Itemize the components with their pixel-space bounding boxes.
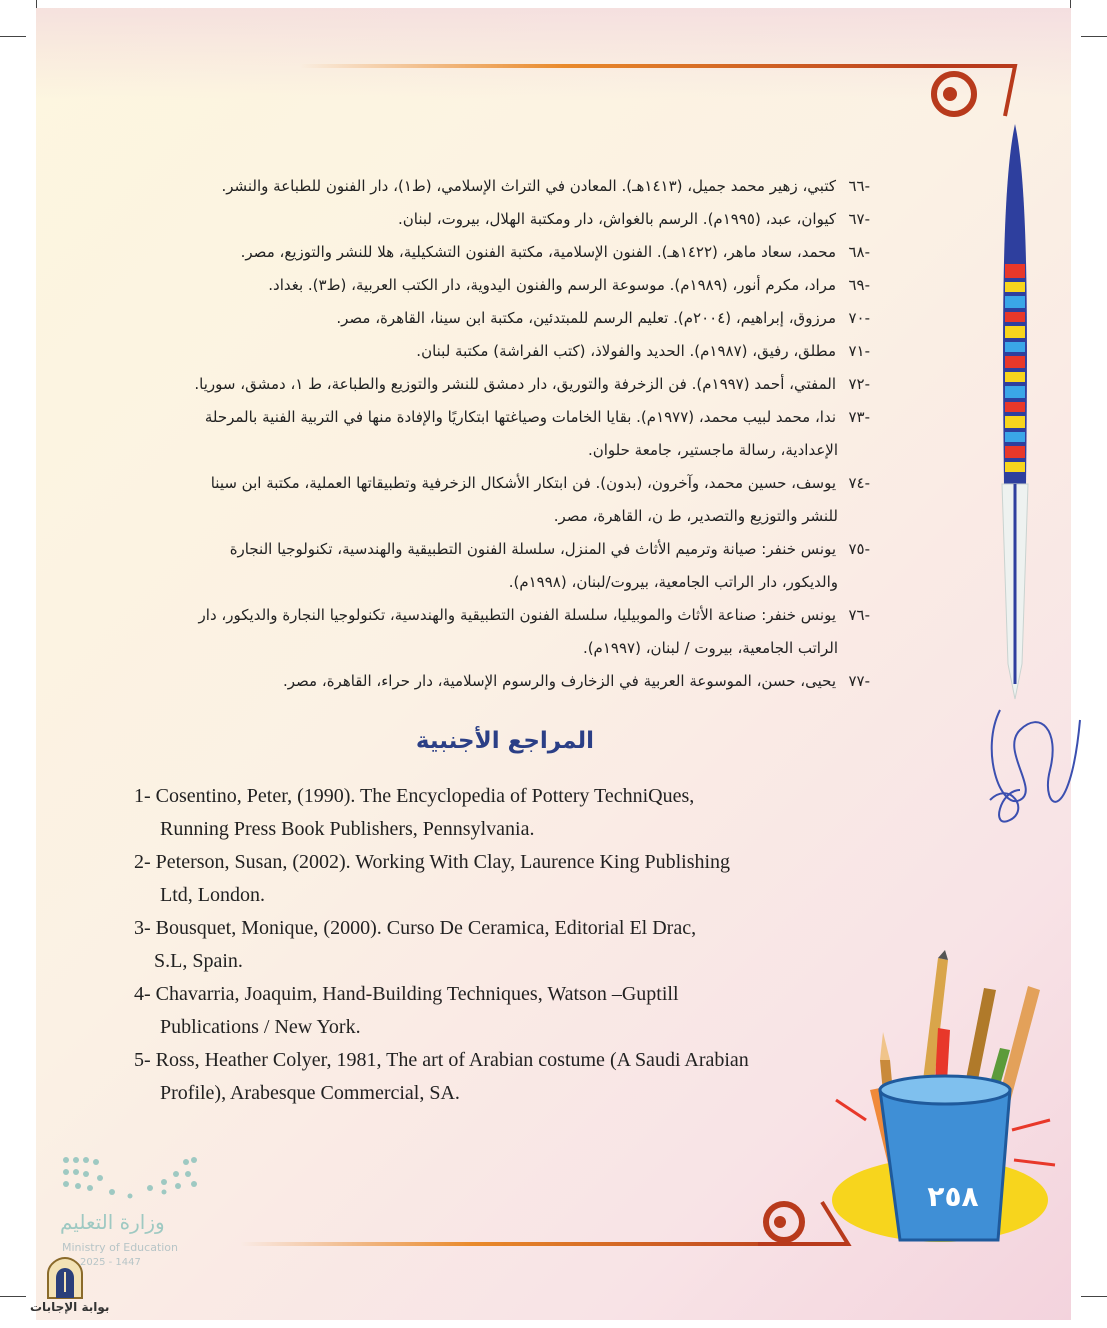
reference-number: -٧٤ — [848, 474, 870, 492]
reference-item — [130, 533, 870, 599]
reference-text: يونس خنفر: صناعة الأثاث والموبيليا، سلسلة الفنون التطبيقية والهندسية، تكنولوجيا النجارة والديكور، دار — [198, 606, 836, 624]
reference-item — [130, 302, 870, 335]
reference-text: مطلق، رفيق، (١٩٨٧م). الحديد والفولاذ، (كتب الفراشة) مكتبة لبنان. — [416, 342, 836, 360]
reference-item — [130, 236, 870, 269]
reference-text: كتبي، زهير محمد جميل، (١٤١٣هـ). المعادن في التراث الإسلامي، (ط١)، دار الفنون للطباعة والنشر. — [221, 177, 836, 195]
reference-text-continued: الراتب الجامعية، بيروت / لبنان، (١٩٩٧م). — [582, 639, 838, 657]
reference-text-continued: S.L, Spain. — [154, 950, 243, 972]
crop-mark — [0, 1296, 26, 1297]
foreign-references-title: المراجع الأجنبية — [415, 728, 595, 754]
crop-mark — [1081, 36, 1107, 37]
reference-text: 5- Ross, Heather Colyer, 1981, The art of Arabian costume (A Saudi Arabian — [134, 1049, 749, 1071]
reference-text-continued: للنشر والتوزيع والتصدير، ط ن، القاهرة، مصر. — [553, 507, 838, 525]
reference-number: -٦٨ — [848, 243, 870, 261]
reference-text: 4- Chavarria, Joaquim, Hand-Building Techniques, Watson –Guptill — [134, 983, 679, 1005]
reference-text-continued: Profile), Arabesque Commercial, SA. — [160, 1082, 460, 1104]
reference-item — [130, 665, 870, 698]
ministry-year: 2025 - 1447 — [80, 1257, 141, 1268]
watermark-text: بوابة الإجابات — [30, 1300, 110, 1314]
watermark-logo-icon — [44, 1256, 86, 1300]
ministry-logo-dots — [60, 1152, 200, 1202]
crop-mark — [1081, 1296, 1107, 1297]
reference-text: يحيى، حسن، الموسوعة العربية في الزخارف والرسوم الإسلامية، دار حراء، القاهرة، مصر. — [283, 672, 836, 690]
reference-text-continued: Running Press Book Publishers, Pennsylvania. — [160, 818, 535, 840]
reference-text: 2- Peterson, Susan, (2002). Working With Clay, Laurence King Publishing — [134, 851, 731, 873]
reference-text: 3- Bousquet, Monique, (2000). Curso De Ceramica, Editorial El Drac, — [134, 917, 697, 939]
pen-squiggle-doodle — [980, 690, 1090, 870]
reference-number: -٧٦ — [848, 606, 870, 624]
reference-text-continued: والديكور، دار الراتب الجامعية، بيروت/لبنان، (١٩٩٨م). — [508, 573, 838, 591]
reference-item — [130, 170, 870, 203]
reference-number: -٧٥ — [848, 540, 870, 558]
decorative-top-band — [36, 8, 1071, 98]
ministry-arabic-name: وزارة التعليم — [60, 1210, 165, 1234]
reference-text: مرزوق، إبراهيم، (٢٠٠٤م). تعليم الرسم للمبتدئين، مكتبة ابن سينا، القاهرة، مصر. — [336, 309, 836, 327]
reference-item — [130, 401, 870, 467]
reference-number: -٧٢ — [848, 375, 870, 393]
arabic-references-list — [130, 170, 870, 698]
reference-item — [130, 467, 870, 533]
reference-item — [134, 846, 834, 912]
reference-item — [134, 780, 834, 846]
reference-text: ندا، محمد لبيب محمد، (١٩٧٧م). بقايا الخامات وصياغتها ابتكاريًا والإفادة منها في التربية الفنية بالمرحلة — [204, 408, 836, 426]
reference-number: -٦٦ — [848, 177, 870, 195]
pencil-cup-illustration — [800, 950, 1060, 1260]
reference-number: -٧٣ — [848, 408, 870, 426]
reference-number: -٧١ — [848, 342, 870, 360]
reference-item — [134, 912, 834, 978]
reference-item — [130, 335, 870, 368]
reference-number: -٧٧ — [848, 672, 870, 690]
crop-mark — [0, 36, 26, 37]
reference-item — [134, 978, 834, 1044]
ministry-english-name: Ministry of Education — [62, 1241, 179, 1254]
reference-number: -٦٩ — [848, 276, 870, 294]
reference-text-continued: Ltd, London. — [160, 884, 265, 906]
page-number: ٢٥٨ — [927, 1180, 979, 1213]
reference-text: يوسف، حسين محمد، وآخرون، (بدون). فن ابتكار الأشكال الزخرفية وتطبيقاتها العملية، مكتبة ابن سينا — [210, 474, 836, 492]
reference-text: مراد، مكرم أنور، (١٩٨٩م). موسوعة الرسم والفنون اليدوية، دار الكتب العربية، (ط٣). بغداد. — [268, 276, 836, 294]
reference-text: المفتي، أحمد (١٩٩٧م). فن الزخرفة والتوريق، دار دمشق للنشر والتوزيع والطباعة، ط ١، دمشق، سوريا. — [194, 375, 836, 393]
reference-item — [130, 368, 870, 401]
reference-number: -٧٠ — [848, 309, 870, 327]
bottom-frame-line — [240, 1242, 820, 1246]
pen-illustration — [990, 124, 1040, 704]
foreign-references-list — [134, 780, 834, 1110]
reference-text-continued: الإعدادية، رسالة ماجستير، جامعة حلوان. — [587, 441, 838, 459]
reference-item — [130, 203, 870, 236]
top-frame-line — [300, 64, 960, 68]
reference-text: محمد، سعاد ماهر، (١٤٢٢هـ). الفنون الإسلامية، مكتبة الفنون التشكيلية، هلا للنشر والتوزيع، مصر. — [240, 243, 836, 261]
reference-text-continued: Publications / New York. — [160, 1016, 361, 1038]
top-scroll-ornament — [920, 56, 1030, 126]
reference-item — [130, 599, 870, 665]
reference-text: يونس خنفر: صيانة وترميم الأثاث في المنزل، سلسلة الفنون التطبيقية والهندسية، تكنولوجيا النجارة — [229, 540, 836, 558]
reference-item — [134, 1044, 834, 1110]
reference-number: -٦٧ — [848, 210, 870, 228]
reference-item — [130, 269, 870, 302]
reference-text: كيوان، عبد، (١٩٩٥م). الرسم بالغواش، دار ومكتبة الهلال، بيروت، لبنان. — [398, 210, 836, 228]
reference-text: 1- Cosentino, Peter, (1990). The Encyclopedia of Pottery TechniQues, — [134, 785, 695, 807]
